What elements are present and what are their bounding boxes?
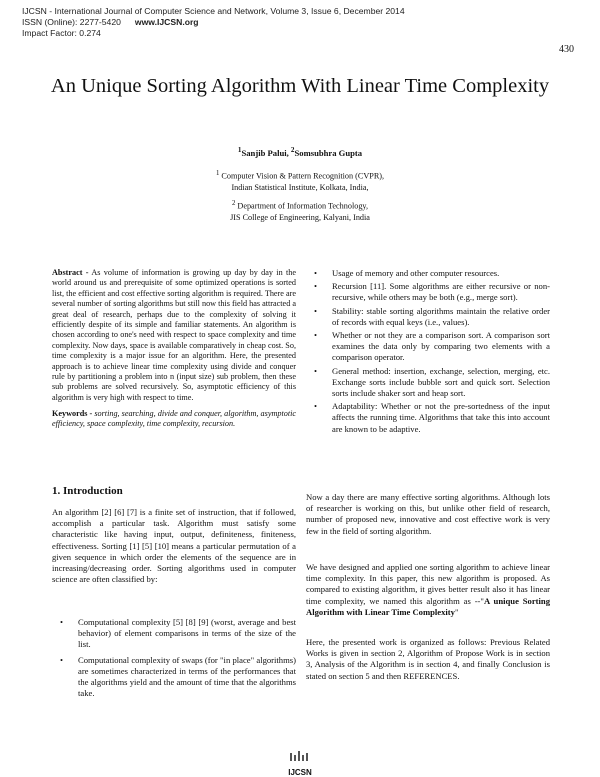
left-bullet-list [52,617,296,703]
paper-title: An Unique Sorting Algorithm With Linear Time Complexity [50,75,550,97]
page-number: 430 [559,44,574,55]
affiliation-1 [0,168,600,193]
aff2-sup: 2 [231,200,236,207]
abstract-text: As volume of information is growing up day by day in the world around us and prerequisite of some optimized operations is sorted list, the efficient and cost effective sorting algorithm is required. There are several number of sorting algorithms but still now this field has attracted a great deal of research, perhaps due to the complexity of solving it efficiently despite of its simple and familiar statements. An algorithm is chosen according to one's need with respect to space complexity and time complexity. Now days, space is available comparatively in cheap cost. So, time complexity is a major issue for an algorithm. Here, the presented approach is to achieve linear time complexity using divide and conquer rule by partitioning a problem into n (input size) sub problem, then these sub problems are solved recursively. So, asymptotic efficiency of this algorithm is very high with respect to time. [52,268,296,402]
keywords [52,409,296,430]
section-heading-introduction: 1. Introduction [52,485,123,497]
list-item: • Recursion [11]. Some algorithms are either recursive or non-recursive, while others may be both (e.g., merge sort). [306,281,550,303]
paragraph-organization: Here, the presented work is organized as follows: Previous Related Works is given in section 2, Algorithm of Propose Work is in section 3, Analysis of the Algorithm is in section 4, and finally Conclusion is stated on section 5 and then REFERENCES. [306,637,550,681]
list-item: • Stability: stable sorting algorithms maintain the relative order of records with equal keys (i.e., values). [306,306,550,328]
aff1-line1: Computer Vision & Pattern Recognition (CVPR), [221,171,385,181]
intro-paragraph: An algorithm [2] [6] [7] is a finite set of instruction, that if followed, accomplish a particular task. Algorithm must satisfy some characteristic like having input, output, definiteness, finiteness, effectiveness. Sorting [1] [5] [10] means a particular permutation of a given sequence in which order the elements of the sequence are in increasing/decreasing order. Sorting algorithms used in computer science are often classified by: [52,507,296,585]
paragraph-proposed-algorithm [306,562,550,618]
author2: Somsubhra Gupta [294,147,363,158]
abstract [52,268,296,403]
right-bullet-list [306,268,550,437]
aff1-sup: 1 [215,170,220,177]
affiliation-2 [0,198,600,223]
list-item: • General method: insertion, exchange, selection, merging, etc. Exchange sorts include bubble sort and quick sort. Selection sorts include shaker sort and heap sort. [306,366,550,400]
list-item: • Adaptability: Whether or not the pre-sortedness of the input affects the running time. Algorithms that take this into account are known to be adaptive. [306,401,550,435]
keywords-label: Keywords - [52,409,93,418]
para3-bold: A unique Sorting Algorithm with Linear Time Complexity [306,595,550,617]
list-item: • Whether or not they are a comparison sort. A comparison sort examines the data only by comparing two elements with a comparison operator. [306,330,550,364]
impact-factor: Impact Factor: 0.274 [22,28,101,38]
aff2-line2: JIS College of Engineering, Kalyani, India [230,212,370,222]
author1-sup: 1 [237,146,242,154]
author1: Sanjib Palui [241,147,287,158]
author2-sup: 2 [290,146,295,154]
issn: ISSN (Online): 2277-5420 [22,17,121,27]
list-item: • Usage of memory and other computer resources. [306,268,550,279]
footer [0,752,600,777]
list-item: • Computational complexity [5] [8] [9] (worst, average and best behavior) of element comparisons in terms of the size of the list. [52,617,296,651]
authors: $^1$Sanjib Palui, $^2$Somsubhra Gupta [237,146,363,158]
aff1-line2: Indian Statistical Institute, Kolkata, India, [231,182,369,192]
para3-end: " [454,606,459,617]
aff2-line1: Department of Information Technology, [237,201,369,211]
ijcsn-logo-icon [288,753,312,763]
abstract-label: Abstract - [52,268,89,277]
keywords-text: sorting, searching, divide and conquer, algorithm, asymptotic efficiency, space complexity, time complexity, recursion. [52,409,297,429]
journal-url[interactable]: www.IJCSN.org [134,17,199,27]
para3-start: We have designed and applied one sorting algorithm to achieve linear time complexity. In this paper, this new algorithm is proposed. As compared to existing algorithm, it gives better result also it has linear time complexity, we named this algorithm as --" [306,562,550,606]
journal-header [22,6,405,39]
journal-title: IJCSN - International Journal of Computer Science and Network, Volume 3, Issue 6, December 2014 [22,6,405,16]
footer-logo-text: IJCSN [288,768,312,777]
paragraph-effective-algorithms: Now a day there are many effective sorting algorithms. Although lots of researcher is working on this, but unlike other field of research, number of proposed new, innovative and cost effective work is very few in the field of sorting algorithm. [306,492,550,536]
list-item: • Computational complexity of swaps (for "in place" algorithms) are sometimes characterized in terms of the performances that the algorithms yield and the amount of time that the algorithms take. [52,655,296,700]
